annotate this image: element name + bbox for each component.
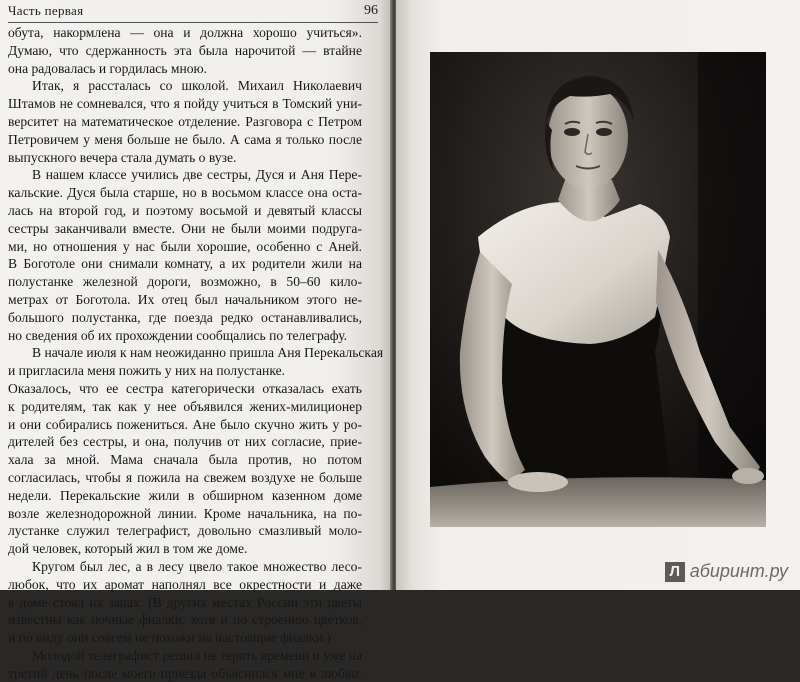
labirint-watermark bbox=[665, 561, 788, 582]
text-line: Кругом был лес, а в лесу цвело такое множество лесо- bbox=[32, 558, 362, 574]
text-line: известны как ночные фиалки, хотя и по строению цветков, bbox=[8, 612, 362, 628]
text-line: но сведения об их прохождении сообщались по телеграфу. bbox=[8, 327, 348, 343]
labirint-logo-icon: Л bbox=[665, 562, 685, 582]
text-line: Молодой телеграфист решил не терять времени и уже на bbox=[32, 647, 362, 663]
text-line: полустанке железной дороги, возможно, в 50–60 кило- bbox=[8, 274, 362, 290]
header-rule bbox=[8, 22, 378, 23]
text-line: Итак, я рассталась со школой. Михаил Николаевич bbox=[32, 78, 362, 94]
text-line: третий день после моего приезда объяснился мне в любви. bbox=[8, 665, 362, 681]
portrait-photograph-image bbox=[430, 52, 766, 527]
text-line: хала за мной. Мама сначала была против, но потом bbox=[8, 452, 362, 468]
right-page bbox=[396, 0, 800, 590]
text-line: и они собирались пожениться. Ане было скучно жить у ро- bbox=[8, 416, 362, 432]
text-line: дителей без сестры, и она, получив от них согласие, прие- bbox=[8, 434, 362, 450]
text-line: обута, накормлена — она и должна хорошо учиться». bbox=[8, 25, 362, 40]
text-line: метрах от Боготола. Их отец был начальником этого не- bbox=[8, 291, 362, 307]
portrait-photograph bbox=[430, 52, 766, 527]
text-line: ми, но отношения у нас были хорошие, особенно с Аней. bbox=[8, 238, 362, 254]
text-line: верситет на математическое отделение. Разговора с Петром bbox=[8, 113, 362, 129]
text-line: В начале июля к нам неожиданно пришла Аня Перекальская bbox=[32, 345, 384, 361]
text-line: в доме стоял их запах. (В других местах России эти цветы bbox=[8, 594, 362, 610]
running-head bbox=[8, 3, 378, 21]
running-head-title: Часть первая bbox=[8, 3, 84, 18]
text-line: большого полустанка, где поезда редко останавливались, bbox=[8, 309, 362, 325]
text-line: В Боготоле они снимали комнату, а их родители жили на bbox=[8, 256, 362, 272]
text-line: кальские. Дуся была старше, но в восьмом классе она оста- bbox=[8, 185, 362, 201]
text-line: лась на второй год, и поэтому восьмой и девятый классы bbox=[8, 202, 362, 218]
text-line: выпускного вечера стала думать о вузе. bbox=[8, 149, 237, 165]
text-line: дой человек, который жил в том же доме. bbox=[8, 541, 248, 557]
text-line: сестры заканчивали вместе. Они не были моими подруга- bbox=[8, 220, 362, 236]
text-line: Петровичем у меня больше не было. А сама я только после bbox=[8, 131, 362, 147]
text-line: лустанке служил телеграфист, довольно смазливый моло- bbox=[8, 523, 362, 539]
text-line: она радовалась и гордилась мною. bbox=[8, 60, 208, 76]
text-line: Штамов не сомневался, что я пойду учиться в Томский уни- bbox=[8, 96, 362, 112]
left-page bbox=[0, 0, 392, 681]
text-line: недели. Перекальские жили в обширном казенном доме bbox=[8, 487, 362, 503]
text-line: Думаю, что сдержанность эта была нарочитой — втайне bbox=[8, 42, 362, 58]
text-line: возле железнодорожной линии. Кроме начальника, на по- bbox=[8, 505, 362, 521]
page-number: 96 bbox=[364, 3, 378, 18]
text-line: В нашем классе учились две сестры, Дуся и Аня Пере- bbox=[32, 167, 362, 183]
text-line: и пригласила меня пожить у них на полустанке. bbox=[8, 363, 286, 379]
text-line: любок, что их аромат наполнял все окрестности и даже bbox=[8, 576, 362, 592]
text-line: Оказалось, что ее сестра категорически отказалась ехать bbox=[8, 380, 362, 396]
text-line: согласилась, чтобы я пожила на свежем воздухе не больше bbox=[8, 469, 362, 485]
text-line: и по виду они совсем не похожи на настоящие фиалки.) bbox=[8, 630, 331, 646]
page-body-text bbox=[8, 24, 384, 682]
text-line: к родителям, так как у нее объявился жених-милиционер bbox=[8, 398, 362, 414]
watermark-text: абиринт.ру bbox=[689, 561, 788, 581]
